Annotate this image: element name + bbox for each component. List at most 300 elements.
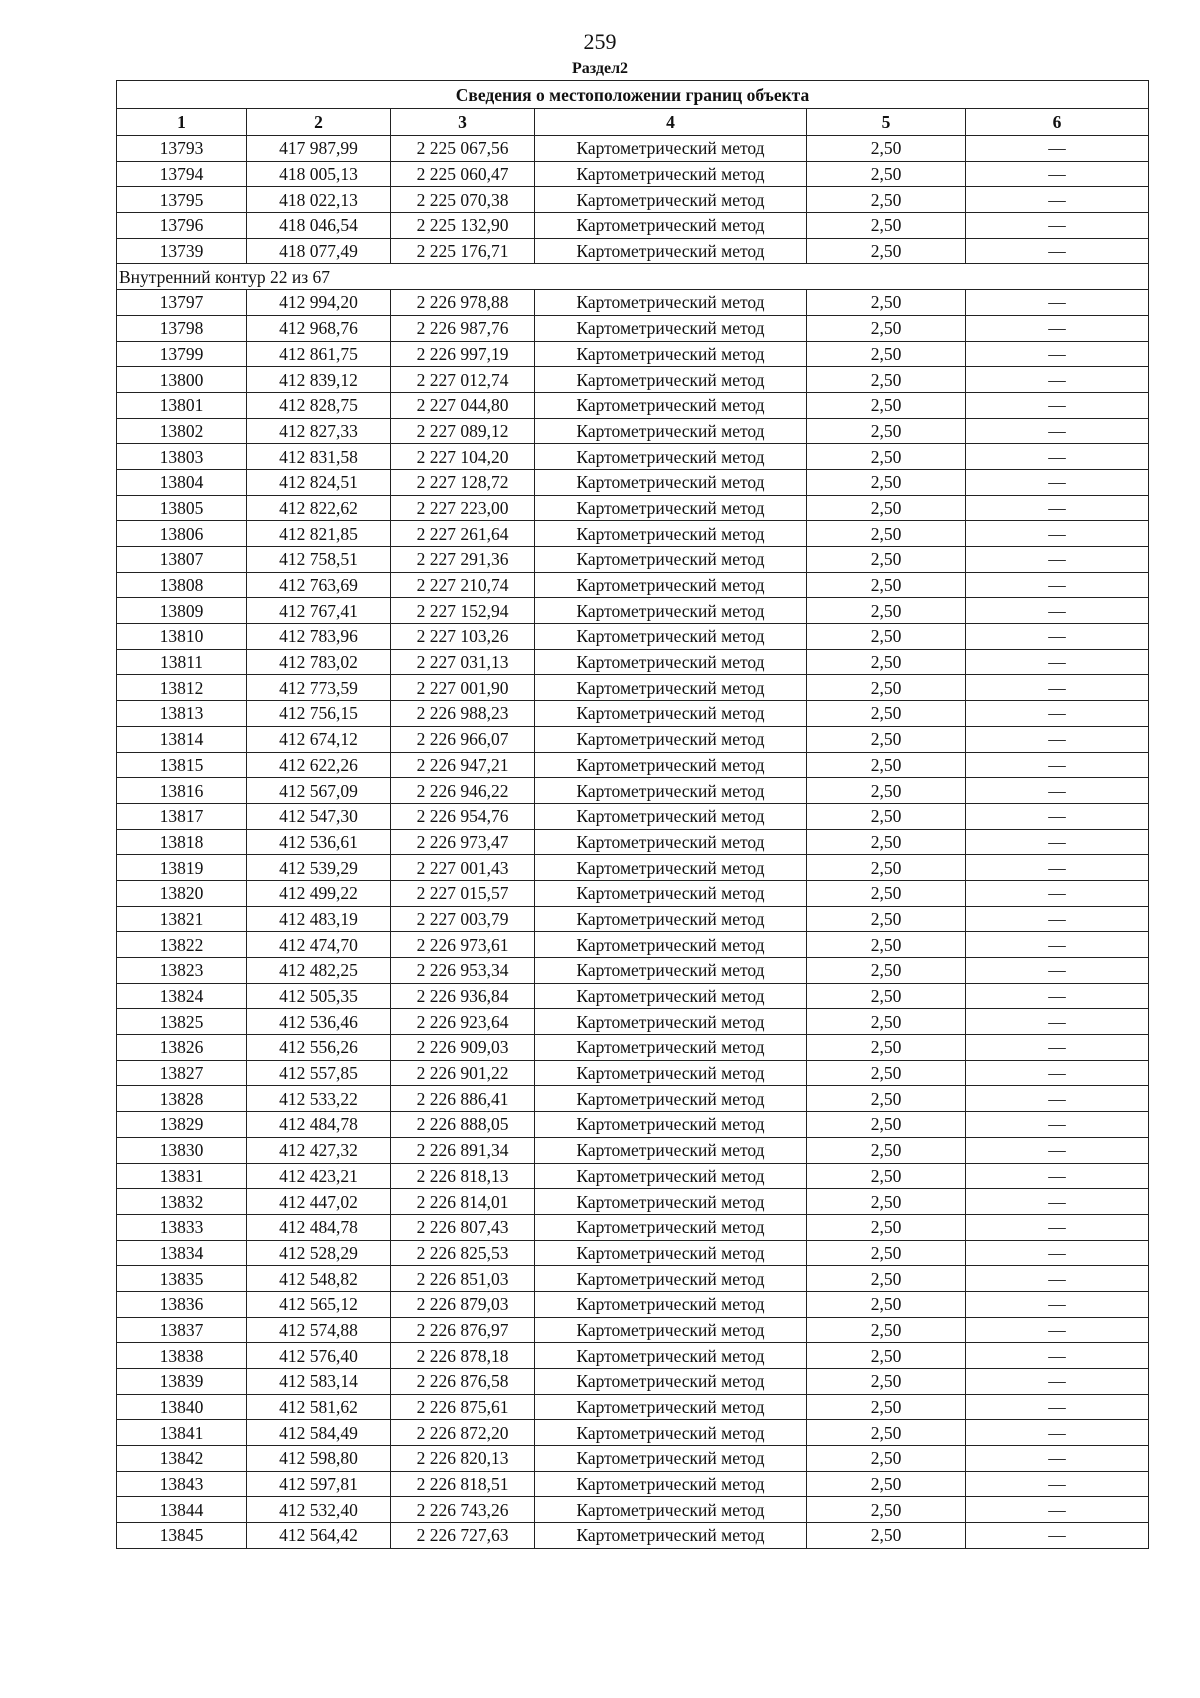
accuracy-cell: 2,50 xyxy=(807,1240,966,1266)
method-cell: Картометрический метод xyxy=(535,187,807,213)
x-coordinate-cell: 412 674,12 xyxy=(247,726,391,752)
y-coordinate-cell: 2 226 743,26 xyxy=(391,1497,535,1523)
y-coordinate-cell: 2 227 001,90 xyxy=(391,675,535,701)
y-coordinate-cell: 2 226 825,53 xyxy=(391,1240,535,1266)
x-coordinate-cell: 418 077,49 xyxy=(247,238,391,264)
accuracy-cell: 2,50 xyxy=(807,932,966,958)
point-number-cell: 13809 xyxy=(117,598,247,624)
y-coordinate-cell: 2 227 223,00 xyxy=(391,495,535,521)
description-cell: — xyxy=(966,1189,1149,1215)
method-cell: Картометрический метод xyxy=(535,521,807,547)
x-coordinate-cell: 412 597,81 xyxy=(247,1471,391,1497)
y-coordinate-cell: 2 226 891,34 xyxy=(391,1137,535,1163)
x-coordinate-cell: 412 598,80 xyxy=(247,1446,391,1472)
point-number-cell: 13802 xyxy=(117,418,247,444)
table-row xyxy=(117,136,1149,162)
point-number-cell: 13819 xyxy=(117,855,247,881)
description-cell: — xyxy=(966,598,1149,624)
table-row xyxy=(117,803,1149,829)
coordinates-table xyxy=(116,80,1149,1549)
description-cell: — xyxy=(966,778,1149,804)
accuracy-cell: 2,50 xyxy=(807,1343,966,1369)
column-number: 2 xyxy=(247,109,391,136)
y-coordinate-cell: 2 226 988,23 xyxy=(391,701,535,727)
table-row xyxy=(117,495,1149,521)
x-coordinate-cell: 412 994,20 xyxy=(247,290,391,316)
x-coordinate-cell: 412 839,12 xyxy=(247,367,391,393)
x-coordinate-cell: 412 756,15 xyxy=(247,701,391,727)
accuracy-cell: 2,50 xyxy=(807,598,966,624)
method-cell: Картометрический метод xyxy=(535,1317,807,1343)
x-coordinate-cell: 412 574,88 xyxy=(247,1317,391,1343)
accuracy-cell: 2,50 xyxy=(807,1523,966,1549)
method-cell: Картометрический метод xyxy=(535,495,807,521)
table-row xyxy=(117,469,1149,495)
method-cell: Картометрический метод xyxy=(535,675,807,701)
accuracy-cell: 2,50 xyxy=(807,1189,966,1215)
x-coordinate-cell: 412 565,12 xyxy=(247,1291,391,1317)
x-coordinate-cell: 412 484,78 xyxy=(247,1112,391,1138)
point-number-cell: 13806 xyxy=(117,521,247,547)
table-row xyxy=(117,1060,1149,1086)
y-coordinate-cell: 2 226 909,03 xyxy=(391,1035,535,1061)
x-coordinate-cell: 412 533,22 xyxy=(247,1086,391,1112)
description-cell: — xyxy=(966,1009,1149,1035)
accuracy-cell: 2,50 xyxy=(807,829,966,855)
x-coordinate-cell: 412 532,40 xyxy=(247,1497,391,1523)
description-cell: — xyxy=(966,392,1149,418)
method-cell: Картометрический метод xyxy=(535,1446,807,1472)
table-row xyxy=(117,1394,1149,1420)
point-number-cell: 13807 xyxy=(117,547,247,573)
method-cell: Картометрический метод xyxy=(535,1189,807,1215)
x-coordinate-cell: 412 828,75 xyxy=(247,392,391,418)
point-number-cell: 13826 xyxy=(117,1035,247,1061)
description-cell: — xyxy=(966,880,1149,906)
accuracy-cell: 2,50 xyxy=(807,1086,966,1112)
method-cell: Картометрический метод xyxy=(535,1291,807,1317)
table-row xyxy=(117,829,1149,855)
page-number: 259 xyxy=(583,29,617,54)
point-number-cell: 13803 xyxy=(117,444,247,470)
table-row xyxy=(117,161,1149,187)
contour-label-row xyxy=(117,264,1149,290)
method-cell: Картометрический метод xyxy=(535,752,807,778)
description-cell: — xyxy=(966,444,1149,470)
x-coordinate-cell: 412 783,02 xyxy=(247,649,391,675)
y-coordinate-cell: 2 226 886,41 xyxy=(391,1086,535,1112)
x-coordinate-cell: 412 528,29 xyxy=(247,1240,391,1266)
description-cell: — xyxy=(966,829,1149,855)
table-row xyxy=(117,1291,1149,1317)
accuracy-cell: 2,50 xyxy=(807,572,966,598)
accuracy-cell: 2,50 xyxy=(807,136,966,162)
table-caption-row xyxy=(117,81,1149,109)
y-coordinate-cell: 2 227 128,72 xyxy=(391,469,535,495)
table-body-contour-label xyxy=(117,264,1149,290)
x-coordinate-cell: 412 622,26 xyxy=(247,752,391,778)
accuracy-cell: 2,50 xyxy=(807,161,966,187)
accuracy-cell: 2,50 xyxy=(807,1163,966,1189)
method-cell: Картометрический метод xyxy=(535,315,807,341)
x-coordinate-cell: 412 827,33 xyxy=(247,418,391,444)
table-row xyxy=(117,906,1149,932)
accuracy-cell: 2,50 xyxy=(807,1112,966,1138)
description-cell: — xyxy=(966,1420,1149,1446)
y-coordinate-cell: 2 226 978,88 xyxy=(391,290,535,316)
table-row xyxy=(117,315,1149,341)
table-row xyxy=(117,187,1149,213)
table-row xyxy=(117,1214,1149,1240)
point-number-cell: 13817 xyxy=(117,803,247,829)
point-number-cell: 13820 xyxy=(117,880,247,906)
table-row xyxy=(117,983,1149,1009)
x-coordinate-cell: 412 484,78 xyxy=(247,1214,391,1240)
y-coordinate-cell: 2 226 953,34 xyxy=(391,958,535,984)
x-coordinate-cell: 412 557,85 xyxy=(247,1060,391,1086)
table-row xyxy=(117,1009,1149,1035)
point-number-cell: 13838 xyxy=(117,1343,247,1369)
method-cell: Картометрический метод xyxy=(535,1471,807,1497)
description-cell: — xyxy=(966,932,1149,958)
accuracy-cell: 2,50 xyxy=(807,1009,966,1035)
y-coordinate-cell: 2 225 132,90 xyxy=(391,213,535,239)
accuracy-cell: 2,50 xyxy=(807,1291,966,1317)
description-cell: — xyxy=(966,1112,1149,1138)
accuracy-cell: 2,50 xyxy=(807,1266,966,1292)
table-row xyxy=(117,1446,1149,1472)
y-coordinate-cell: 2 226 947,21 xyxy=(391,752,535,778)
method-cell: Картометрический метод xyxy=(535,1137,807,1163)
point-number-cell: 13818 xyxy=(117,829,247,855)
column-number: 3 xyxy=(391,109,535,136)
x-coordinate-cell: 412 539,29 xyxy=(247,855,391,881)
accuracy-cell: 2,50 xyxy=(807,752,966,778)
x-coordinate-cell: 412 576,40 xyxy=(247,1343,391,1369)
point-number-cell: 13801 xyxy=(117,392,247,418)
y-coordinate-cell: 2 226 987,76 xyxy=(391,315,535,341)
method-cell: Картометрический метод xyxy=(535,161,807,187)
y-coordinate-cell: 2 225 067,56 xyxy=(391,136,535,162)
y-coordinate-cell: 2 226 818,51 xyxy=(391,1471,535,1497)
description-cell: — xyxy=(966,547,1149,573)
method-cell: Картометрический метод xyxy=(535,1343,807,1369)
accuracy-cell: 2,50 xyxy=(807,1471,966,1497)
method-cell: Картометрический метод xyxy=(535,1086,807,1112)
column-number: 6 xyxy=(966,109,1149,136)
y-coordinate-cell: 2 226 946,22 xyxy=(391,778,535,804)
y-coordinate-cell: 2 226 814,01 xyxy=(391,1189,535,1215)
point-number-cell: 13798 xyxy=(117,315,247,341)
table-row xyxy=(117,1240,1149,1266)
method-cell: Картометрический метод xyxy=(535,238,807,264)
contour-label: Внутренний контур 22 из 67 xyxy=(117,264,1149,290)
method-cell: Картометрический метод xyxy=(535,803,807,829)
point-number-cell: 13832 xyxy=(117,1189,247,1215)
y-coordinate-cell: 2 226 997,19 xyxy=(391,341,535,367)
point-number-cell: 13815 xyxy=(117,752,247,778)
description-cell: — xyxy=(966,341,1149,367)
accuracy-cell: 2,50 xyxy=(807,958,966,984)
accuracy-cell: 2,50 xyxy=(807,778,966,804)
method-cell: Картометрический метод xyxy=(535,572,807,598)
table-row xyxy=(117,1086,1149,1112)
table-row xyxy=(117,675,1149,701)
accuracy-cell: 2,50 xyxy=(807,675,966,701)
method-cell: Картометрический метод xyxy=(535,1035,807,1061)
accuracy-cell: 2,50 xyxy=(807,469,966,495)
accuracy-cell: 2,50 xyxy=(807,726,966,752)
table-row xyxy=(117,1343,1149,1369)
accuracy-cell: 2,50 xyxy=(807,649,966,675)
x-coordinate-cell: 412 483,19 xyxy=(247,906,391,932)
method-cell: Картометрический метод xyxy=(535,598,807,624)
method-cell: Картометрический метод xyxy=(535,624,807,650)
accuracy-cell: 2,50 xyxy=(807,547,966,573)
y-coordinate-cell: 2 225 060,47 xyxy=(391,161,535,187)
accuracy-cell: 2,50 xyxy=(807,1446,966,1472)
point-number-cell: 13834 xyxy=(117,1240,247,1266)
accuracy-cell: 2,50 xyxy=(807,880,966,906)
point-number-cell: 13814 xyxy=(117,726,247,752)
y-coordinate-cell: 2 226 820,13 xyxy=(391,1446,535,1472)
table-row xyxy=(117,1035,1149,1061)
description-cell: — xyxy=(966,1471,1149,1497)
method-cell: Картометрический метод xyxy=(535,1214,807,1240)
x-coordinate-cell: 412 505,35 xyxy=(247,983,391,1009)
table-row xyxy=(117,649,1149,675)
point-number-cell: 13835 xyxy=(117,1266,247,1292)
method-cell: Картометрический метод xyxy=(535,829,807,855)
description-cell: — xyxy=(966,136,1149,162)
description-cell: — xyxy=(966,1214,1149,1240)
table-row xyxy=(117,341,1149,367)
accuracy-cell: 2,50 xyxy=(807,1369,966,1395)
x-coordinate-cell: 412 821,85 xyxy=(247,521,391,547)
method-cell: Картометрический метод xyxy=(535,1240,807,1266)
point-number-cell: 13844 xyxy=(117,1497,247,1523)
table-row xyxy=(117,624,1149,650)
table-row xyxy=(117,778,1149,804)
table-row xyxy=(117,367,1149,393)
method-cell: Картометрический метод xyxy=(535,1266,807,1292)
point-number-cell: 13839 xyxy=(117,1369,247,1395)
method-cell: Картометрический метод xyxy=(535,136,807,162)
x-coordinate-cell: 412 547,30 xyxy=(247,803,391,829)
y-coordinate-cell: 2 227 104,20 xyxy=(391,444,535,470)
description-cell: — xyxy=(966,855,1149,881)
table-row xyxy=(117,418,1149,444)
point-number-cell: 13810 xyxy=(117,624,247,650)
accuracy-cell: 2,50 xyxy=(807,367,966,393)
accuracy-cell: 2,50 xyxy=(807,418,966,444)
x-coordinate-cell: 418 005,13 xyxy=(247,161,391,187)
method-cell: Картометрический метод xyxy=(535,213,807,239)
y-coordinate-cell: 2 227 003,79 xyxy=(391,906,535,932)
x-coordinate-cell: 412 567,09 xyxy=(247,778,391,804)
x-coordinate-cell: 412 581,62 xyxy=(247,1394,391,1420)
description-cell: — xyxy=(966,1523,1149,1549)
description-cell: — xyxy=(966,675,1149,701)
point-number-cell: 13829 xyxy=(117,1112,247,1138)
table-row xyxy=(117,1317,1149,1343)
description-cell: — xyxy=(966,187,1149,213)
accuracy-cell: 2,50 xyxy=(807,187,966,213)
method-cell: Картометрический метод xyxy=(535,290,807,316)
table-body-inner-contour xyxy=(117,290,1149,1549)
point-number-cell: 13845 xyxy=(117,1523,247,1549)
description-cell: — xyxy=(966,238,1149,264)
x-coordinate-cell: 412 824,51 xyxy=(247,469,391,495)
description-cell: — xyxy=(966,1291,1149,1317)
x-coordinate-cell: 412 499,22 xyxy=(247,880,391,906)
y-coordinate-cell: 2 226 818,13 xyxy=(391,1163,535,1189)
x-coordinate-cell: 412 583,14 xyxy=(247,1369,391,1395)
table-body-outer-contour xyxy=(117,136,1149,264)
table-row xyxy=(117,1369,1149,1395)
method-cell: Картометрический метод xyxy=(535,1060,807,1086)
description-cell: — xyxy=(966,161,1149,187)
accuracy-cell: 2,50 xyxy=(807,444,966,470)
x-coordinate-cell: 412 474,70 xyxy=(247,932,391,958)
method-cell: Картометрический метод xyxy=(535,701,807,727)
description-cell: — xyxy=(966,213,1149,239)
description-cell: — xyxy=(966,315,1149,341)
point-number-cell: 13841 xyxy=(117,1420,247,1446)
y-coordinate-cell: 2 226 879,03 xyxy=(391,1291,535,1317)
point-number-cell: 13797 xyxy=(117,290,247,316)
description-cell: — xyxy=(966,1497,1149,1523)
accuracy-cell: 2,50 xyxy=(807,238,966,264)
description-cell: — xyxy=(966,572,1149,598)
accuracy-cell: 2,50 xyxy=(807,1394,966,1420)
y-coordinate-cell: 2 226 936,84 xyxy=(391,983,535,1009)
accuracy-cell: 2,50 xyxy=(807,624,966,650)
point-number-cell: 13739 xyxy=(117,238,247,264)
x-coordinate-cell: 412 773,59 xyxy=(247,675,391,701)
method-cell: Картометрический метод xyxy=(535,1112,807,1138)
description-cell: — xyxy=(966,649,1149,675)
accuracy-cell: 2,50 xyxy=(807,290,966,316)
table-row xyxy=(117,444,1149,470)
description-cell: — xyxy=(966,1394,1149,1420)
y-coordinate-cell: 2 226 878,18 xyxy=(391,1343,535,1369)
y-coordinate-cell: 2 226 872,20 xyxy=(391,1420,535,1446)
description-cell: — xyxy=(966,1086,1149,1112)
table-row xyxy=(117,1266,1149,1292)
table-row xyxy=(117,1112,1149,1138)
description-cell: — xyxy=(966,1343,1149,1369)
y-coordinate-cell: 2 227 152,94 xyxy=(391,598,535,624)
description-cell: — xyxy=(966,624,1149,650)
x-coordinate-cell: 412 427,32 xyxy=(247,1137,391,1163)
column-number: 4 xyxy=(535,109,807,136)
y-coordinate-cell: 2 226 851,03 xyxy=(391,1266,535,1292)
point-number-cell: 13804 xyxy=(117,469,247,495)
table-row xyxy=(117,1471,1149,1497)
method-cell: Картометрический метод xyxy=(535,392,807,418)
x-coordinate-cell: 412 758,51 xyxy=(247,547,391,573)
x-coordinate-cell: 412 767,41 xyxy=(247,598,391,624)
x-coordinate-cell: 412 831,58 xyxy=(247,444,391,470)
x-coordinate-cell: 417 987,99 xyxy=(247,136,391,162)
column-number: 1 xyxy=(117,109,247,136)
point-number-cell: 13824 xyxy=(117,983,247,1009)
x-coordinate-cell: 412 447,02 xyxy=(247,1189,391,1215)
accuracy-cell: 2,50 xyxy=(807,1214,966,1240)
description-cell: — xyxy=(966,1137,1149,1163)
method-cell: Картометрический метод xyxy=(535,1420,807,1446)
accuracy-cell: 2,50 xyxy=(807,315,966,341)
x-coordinate-cell: 412 482,25 xyxy=(247,958,391,984)
table-caption: Сведения о местоположении границ объекта xyxy=(117,81,1149,109)
point-number-cell: 13842 xyxy=(117,1446,247,1472)
accuracy-cell: 2,50 xyxy=(807,495,966,521)
y-coordinate-cell: 2 226 923,64 xyxy=(391,1009,535,1035)
table-row xyxy=(117,213,1149,239)
point-number-cell: 13823 xyxy=(117,958,247,984)
x-coordinate-cell: 412 968,76 xyxy=(247,315,391,341)
table-row xyxy=(117,547,1149,573)
table-row xyxy=(117,752,1149,778)
table-row xyxy=(117,880,1149,906)
point-number-cell: 13843 xyxy=(117,1471,247,1497)
method-cell: Картометрический метод xyxy=(535,1523,807,1549)
point-number-cell: 13812 xyxy=(117,675,247,701)
point-number-cell: 13800 xyxy=(117,367,247,393)
y-coordinate-cell: 2 227 012,74 xyxy=(391,367,535,393)
point-number-cell: 13811 xyxy=(117,649,247,675)
y-coordinate-cell: 2 226 807,43 xyxy=(391,1214,535,1240)
description-cell: — xyxy=(966,958,1149,984)
x-coordinate-cell: 412 536,46 xyxy=(247,1009,391,1035)
method-cell: Картометрический метод xyxy=(535,367,807,393)
accuracy-cell: 2,50 xyxy=(807,341,966,367)
section-title: Раздел2 xyxy=(571,60,629,77)
point-number-cell: 13828 xyxy=(117,1086,247,1112)
x-coordinate-cell: 412 423,21 xyxy=(247,1163,391,1189)
y-coordinate-cell: 2 225 176,71 xyxy=(391,238,535,264)
method-cell: Картометрический метод xyxy=(535,983,807,1009)
description-cell: — xyxy=(966,803,1149,829)
accuracy-cell: 2,50 xyxy=(807,1137,966,1163)
description-cell: — xyxy=(966,752,1149,778)
point-number-cell: 13808 xyxy=(117,572,247,598)
x-coordinate-cell: 412 548,82 xyxy=(247,1266,391,1292)
method-cell: Картометрический метод xyxy=(535,778,807,804)
y-coordinate-cell: 2 226 876,58 xyxy=(391,1369,535,1395)
table-row xyxy=(117,932,1149,958)
description-cell: — xyxy=(966,469,1149,495)
point-number-cell: 13816 xyxy=(117,778,247,804)
accuracy-cell: 2,50 xyxy=(807,1497,966,1523)
description-cell: — xyxy=(966,367,1149,393)
description-cell: — xyxy=(966,495,1149,521)
point-number-cell: 13827 xyxy=(117,1060,247,1086)
description-cell: — xyxy=(966,983,1149,1009)
table-row xyxy=(117,392,1149,418)
method-cell: Картометрический метод xyxy=(535,1163,807,1189)
description-cell: — xyxy=(966,290,1149,316)
point-number-cell: 13821 xyxy=(117,906,247,932)
description-cell: — xyxy=(966,1035,1149,1061)
y-coordinate-cell: 2 226 888,05 xyxy=(391,1112,535,1138)
method-cell: Картометрический метод xyxy=(535,444,807,470)
x-coordinate-cell: 412 556,26 xyxy=(247,1035,391,1061)
table-row xyxy=(117,1163,1149,1189)
table-row xyxy=(117,1189,1149,1215)
point-number-cell: 13825 xyxy=(117,1009,247,1035)
